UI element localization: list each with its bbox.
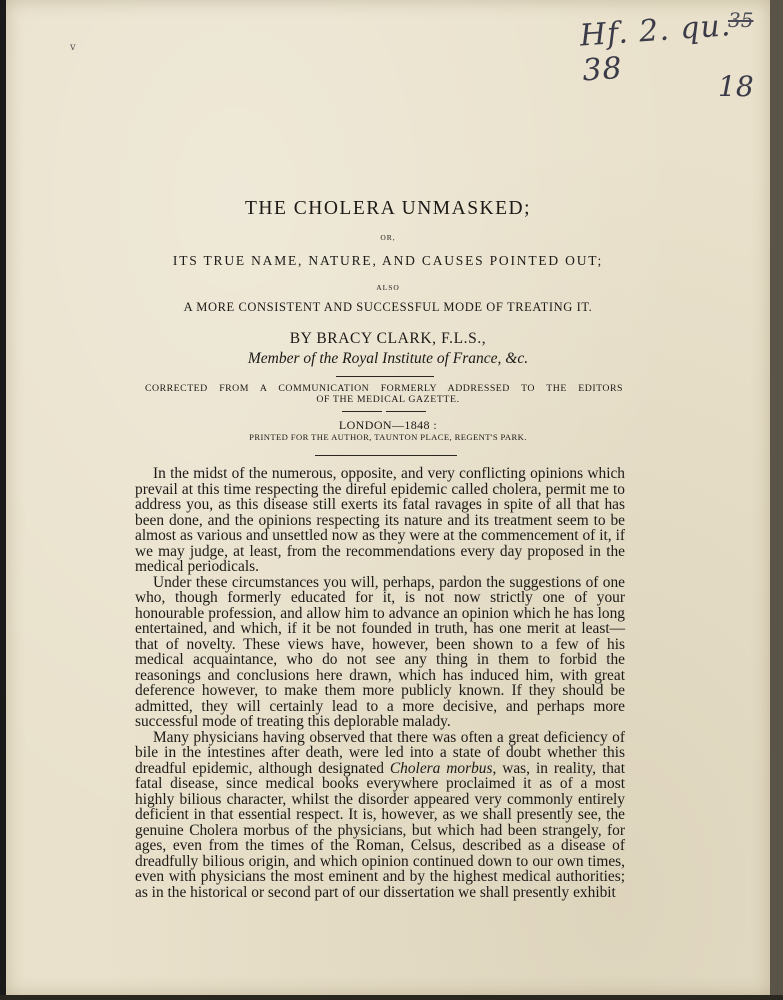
handwritten-struck-number: 35 [728,8,754,32]
title-connector-or: OR, [380,233,396,242]
divider-rule-right [386,411,426,412]
divider-rule-bottom [315,455,457,456]
handwritten-shelfmark: Hf. 2. qu. 38 [578,8,733,89]
paragraph-3-part-b: , was, in reality, that fatal disease, since medical books everywhere proclaimed it as of a most highly bilious character, whilst the disorder appeared very commonly entirely deficient in that essential respect. It is, however, as we shall presently see, the genuine Cholera morbus of the physicians, but which had been strangely, for ages, even from the times of the Roman, Celsus, described as a disease of dreadfully bilious origin, and which opinion continued down to our own times, even with physicians the most eminent and by the highest medical authorities; as in the historical or second part of our dissertation we shall presently exhibit [135,759,625,901]
divider-rule-left [342,411,382,412]
correction-note-line-2: OF THE MEDICAL GAZETTE. [316,394,460,405]
paragraph-3-italic-term: Cholera morbus [389,759,493,777]
document-subtitle: ITS TRUE NAME, NATURE, AND CAUSES POINTED OUT; [172,253,604,268]
document-page [6,0,770,995]
author-affiliation: Member of the Royal Institute of France, &c. [247,350,529,367]
body-text [135,466,625,900]
document-title: THE CHOLERA UNMASKED; [244,198,532,219]
title-connector-also: ALSO [376,283,400,292]
author-byline: BY BRACY CLARK, F.L.S., [289,330,487,347]
corner-mark: v [70,42,76,53]
paragraph-1: In the midst of the numerous, opposite, and very conflicting opinions which prevail at this time respecting the direful epidemic called cholera, permit me to address you, as this disease still exerts its fatal ravages in spite of all that has been done, and the opinions respecting its nature and its treatment seem to be almost as various and unsettled now as they were at the commencement of it, if we may judge, at least, from the recommendations every day proposed in the medical periodicals. [135,465,625,575]
handwritten-folio-number: 18 [718,70,754,103]
imprint-printer: PRINTED FOR THE AUTHOR, TAUNTON PLACE, REGENT'S PARK. [249,432,527,442]
paragraph-3 [135,730,625,901]
page-edge-bottom [0,995,783,1000]
divider-rule [336,376,434,377]
paragraph-2: Under these circumstances you will, perhaps, pardon the suggestions of one who, though formerly educated for it, is not now strictly one of your honourable profession, and allow him to advance an opinion which he has long entertained, and which, if it be not founded in truth, has one merit at least—that of novelty. These views have, however, been shown to a few of his medical acquaintance, who do not see any thing in them to forbid the reasonings and conclusions here drawn, which has induced him, with great deference however, to make them more publicly known. If they should be admitted, they will certainly lead to a more decisive, and perhaps more successful mode of treating this deplorable malady. [135,573,625,730]
page-edge-right [770,0,783,1000]
imprint-place-date: LONDON—1848 : [338,418,438,432]
paragraph-3-part-a: Many physicians having observed that there was often a great deficiency of bile in the intestines after death, were led into a state of doubt whether this dreadful epidemic, although designated [135,728,625,777]
document-subtitle-2: A MORE CONSISTENT AND SUCCESSFUL MODE OF TREATING IT. [183,300,593,314]
correction-note-line-1: CORRECTED FROM A COMMUNICATION FORMERLY ADDRESSED TO THE EDITORS [145,383,623,394]
